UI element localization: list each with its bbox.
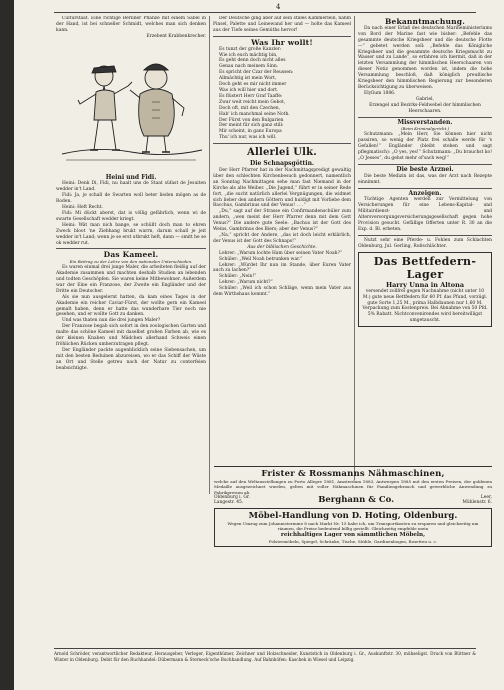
ad-hoting-title: Möbel-Handlung von D. Hoting, Oldenburg. bbox=[248, 511, 458, 522]
dialog-line: Fidi: Ja, je schall de Swarten woll beter lieden mögen as de Roden. bbox=[56, 193, 206, 205]
article-paragraph: Schüler: „Weil Noah betrunken war.“ bbox=[219, 256, 303, 262]
col1-intro-signature: Erzebent Krabbenkrecher. bbox=[146, 33, 206, 39]
article-paragraph: Der Franzose begab sich sofort in den zoologischen Garten und malte das schöne Kameel mit daselbst großen Farben ab, wie es der kleinen Knaben und Mädchen allerhand Schweis einen fröhlichen Rücken umherzutragen pflegt. bbox=[56, 324, 206, 347]
section-divider bbox=[358, 164, 492, 165]
ad-bettfedern-title: Das Bettfedern-Lager bbox=[373, 254, 477, 281]
ad-frister-right-street: Mühlenstr. 6. bbox=[462, 500, 492, 506]
column-divider-1 bbox=[209, 16, 210, 494]
section-divider bbox=[213, 143, 351, 144]
col2-intro: Der Deutsche ging aber auf sein stilles Kämmerlein, nahm Pinsel, Palette und Leinewand her und — holte das Kameel aus der Tiefe seines Gemüths hervor! bbox=[213, 16, 351, 33]
ad-bettfedern-name: Harry Unna in Altona bbox=[385, 280, 465, 289]
poem-title: Was Ihr wollt! bbox=[251, 37, 313, 47]
verse-line: Hab' ich manchmal seine Noth. bbox=[219, 111, 290, 117]
verse-line: Genau nach meinem Sinn. bbox=[219, 64, 279, 70]
article-paragraph: Und was thaten nun die drei jungen Maler? bbox=[62, 318, 161, 324]
ad-hoting-moebel bbox=[214, 508, 492, 547]
ad-frister-left-street: Langestr. 45. bbox=[214, 500, 244, 506]
article-paragraph: „Na,“ spricht der Andere, „das ist doch leicht erklärlich, der Venus ist der Gott des Schnaps!“ bbox=[213, 233, 351, 244]
article-subtitle-missverstanden: (Beim Kriminalgericht.) bbox=[400, 126, 450, 132]
ad-bettfedern bbox=[358, 252, 492, 327]
verse-line: Es tunzt der große Kanzler: bbox=[219, 46, 282, 52]
signature-name: Gabriel, bbox=[415, 96, 435, 102]
dialog-line: Heini: Wät man nich bange, se schüllt doch man to ehren Zweck bloot 'ne Ziehhang brukt warrn, darum schall je jeit wedder in't Land; wenn je se erst utbrukt heft, dann — smitt he se ok wedder rut. bbox=[56, 222, 206, 246]
column-divider-2 bbox=[354, 16, 355, 480]
section-divider bbox=[358, 188, 492, 189]
verse-line: Was ich will hier und dort. bbox=[219, 87, 279, 93]
article-paragraph: Lehrer: „Würdet Ihr nun im Stande, über Euren Vater auch zu lachen?“ bbox=[213, 262, 351, 274]
signature-title: Erzengel und Bezirks-Feldwebel der himmlischen Heerschaaren. bbox=[369, 102, 481, 114]
article-title-kameel: Das Kameel. bbox=[103, 250, 159, 260]
page-number: 4 bbox=[276, 3, 281, 11]
column-3 bbox=[358, 16, 492, 479]
verse-line: Es spricht der Czar der Reussen: bbox=[219, 70, 294, 76]
verse-line: Allmächtig ist mein Wort, bbox=[219, 76, 277, 82]
ad-hoting-headline: reichhaltiges Lager von sämmtlichen Möbeln, bbox=[280, 531, 426, 538]
top-rule bbox=[54, 12, 476, 13]
dialog-line: Heini: Heft Recht. bbox=[62, 205, 103, 211]
imprint-footer bbox=[54, 648, 476, 662]
section-title-allerlei-ulk: Allerlei Ulk. bbox=[247, 147, 317, 159]
article-paragraph: Schüler: „Nein!“ bbox=[219, 274, 257, 280]
article-paragraph: Schutzmann: „Mein Herr, Sie können hier nicht passiren, so wenig der Platz frei schalle werde für 's Gefallen!“ Engländer (bleibt stehen und sagt pflegmatisch): „O yes, yes!“ Schutzmann: „Du brauchst ko! „O Jesses“, du gehst mehr of'sach weg!“ bbox=[358, 132, 492, 161]
verse-line: Doch oft, mit den Czechen, bbox=[219, 105, 281, 111]
col1-intro: Culturstaat. Eine richtige Berliner Pflanze mit einem Sabel in der Hand, ist bei schneller Schmidt, welches man sich denken kann. bbox=[56, 16, 206, 33]
verse-line: Es geht denn doch nicht alles bbox=[219, 58, 286, 64]
ad-frister-company: Berghann & Co. bbox=[318, 494, 395, 505]
heini-fidi-illustration bbox=[56, 42, 206, 168]
article-paragraph: Es waren einmal drei junge Maler, die arbeiteten fleißig auf der Akademie zusammen und machten deshalb Studien an lebenden und todten Geschöpfen. Sie waren keine Mitbewohner. Außerdem war der Eine ein Franzose, der Zweite ein Engländer und der Dritte ein Deutscher. bbox=[56, 265, 206, 294]
article-paragraph: Der Herr Pfarrer hat in der Nachmittagspredigt gewaltig über den schlechten Kirchenbesuch gedonnert, namentlich an Sonntag Nachmittagen sehe man fast Niemand in der Kirche als alte Weiber. „Die Jugend,“ führt er in seiner Rede fort, „die sucht natürlich allerlei Vergnügungen, die widmet sich lieber den andern Göttern und huldigt mit Vorliebe dem Bacchus, Gambrinus und der Venus! . . .“ bbox=[213, 168, 351, 209]
article-paragraph: Als sie nun ausgelernt hatten, da kam eines Tages in der Akademie ein reicher Caviar-Fürst, der wollte gern ein Kameel gemalt haben, denn er hatte das wunderbare Tier noch nie gesehen, und er wollte Gott zu danken. bbox=[56, 294, 206, 318]
illustration-scene-image bbox=[62, 64, 202, 160]
subheading-biblische-geschichte: Aus der biblischen Geschichte. bbox=[247, 244, 317, 250]
ad-frister-title: Frister & Rossmanns Nähmaschinen, bbox=[261, 469, 445, 479]
article-paragraph: Die beste Medizin ist das, was der Arzt nach Rezepte einnimmt. bbox=[358, 173, 492, 185]
verse-line: Der meint für sich ganz still: bbox=[219, 123, 284, 129]
ad-hoting-body: Wegen Umzug zum Johannistermine 8 nach Markt Nr. 15 habe ich, um Transportkosten zu ersparen und gleichzeitig um räumen, die Preise bedeutend billig gestellt. Gleichzeitig empfehle mein bbox=[227, 521, 479, 532]
article-title-missverstanden: Missverstanden. bbox=[397, 118, 453, 126]
section-divider bbox=[56, 248, 206, 249]
ad-bettfedern-body: versendet zollfrei gegen Nachnahme (nicht unter 10 M.) gute neue Bettfedern für 60 Pf. das Pfund, vorzügl. gute Sorte 1,25 M., prima Halbdaunen nur 1,60 M. Verpackung zum Kostenpreis. Bei Abnahme von 50 Pfd. 5% Rabatt. Nichtconvenirendes wird bereitwilligst umgetauscht. bbox=[362, 288, 488, 324]
section-divider bbox=[358, 117, 492, 118]
section-title-anzeigen: Anzeigen. bbox=[408, 189, 442, 197]
illustration-caption: Heini und Fidi. bbox=[105, 173, 157, 181]
article-title-bekanntmachung: Bekanntmachung. bbox=[384, 17, 466, 26]
article-paragraph: Der Engländer packte augenblicklich seine Siebensachen, um mit den besten Beduinen abzureisen, wo er das Schiff der Wüste an Ort und Stelle getreu nach der Natur zu conterfeien beabsichtigte. bbox=[56, 347, 206, 371]
article-paragraph: Da nach einer Erlaß des deutschen Marineministeriums von Bord der Marine fast wie bisher: „Befehle das gesammte deutsche Kriegsheer und die deutsche Flotte —“ gebetet werden soll: „Befehle das Königliche Kriegsheer und die gesammte deutsche Kriegsmacht zu Wasser und zu Lande“, so erfahren ich hiermit, daß in der letzten Versammlung der himmlischen Heerschaaren von dieser Notiz genommen worden ist, indem die hohe Versammlung beschloß, daß königlich preußische Kriegsheer den himmlischen Regierung zur besonderen Berücksichtigung zu überweisen. bbox=[358, 25, 492, 90]
verse-line: Es flüstert Herr Graf Taaffe: bbox=[219, 93, 283, 99]
verse-line: Doch geht es mir nicht immer bbox=[219, 82, 287, 88]
dateline: Elyſium 1886. bbox=[364, 90, 396, 96]
dialog-line: Heini: Denk Di, Fidi, nu haalt uns de Staat süfast de Jesuiten wedder in't Land. bbox=[56, 181, 206, 193]
ad-hoting-body2: Polstermöbeln, Spiegel, Schränke, Tische, Stühle, Gardinenbogen, Rosetten u. c. bbox=[268, 538, 438, 544]
ad-frister-rossmann bbox=[214, 466, 492, 506]
bottom-advertisements bbox=[214, 466, 492, 547]
article-title-schnapsgoettin: Die Schnapsgöttin. bbox=[249, 160, 315, 168]
ad-frister-addresses bbox=[214, 495, 492, 506]
verse-line: Thu' ich nur, was ich will. bbox=[219, 135, 277, 141]
column-2 bbox=[213, 16, 351, 480]
verse-line: Der Fürst von den Bulgarien bbox=[219, 117, 284, 123]
ad-notice: Nutzt sehr eine Pferde- u. Fohlen zum Schlachten Oldenburg, Jul. Gerling, Roßschlächter. bbox=[358, 237, 492, 249]
ad-frister-left bbox=[214, 495, 250, 506]
ad-frister-right bbox=[462, 495, 492, 506]
verse-line: Zwar weit reicht mein Gebot, bbox=[219, 99, 286, 105]
ad-frister-right-city: Leer, bbox=[480, 494, 492, 500]
article-paragraph: Schüler: „Weil ich schon Schläge, wenn mein Vater aus dem Wirthshaus kommt.“ bbox=[213, 286, 351, 298]
section-divider bbox=[358, 235, 492, 236]
article-subtitle-kameel: Ein Beitrag zu der Lehre von den nationalen Unterschieden. bbox=[69, 259, 193, 265]
poem-verses bbox=[213, 47, 351, 142]
section-divider bbox=[213, 36, 351, 37]
article-paragraph: Lehrer: „Warum nicht?“ bbox=[219, 280, 273, 286]
imprint-text: Arnold Schröder, verantwortlicher Redakteur, Herausgeber, Verleger, Eigenthümer, Zeichner und Holzschneider, Kunststich in Oldenburg i. Gr., Auskunftstr. 30, mühseligst. Druck von Büttner & Winter in Oldenburg. Debit für den Buchhandel: Dübermann & Sterneck'sche Buchhandlung. Auf Bahnhöfen: Kaschek in Wiesel und Leipzig. bbox=[54, 651, 476, 662]
article-paragraph: Lehrer: „Warum lochte Ham über seinen Vater Noah?“ bbox=[219, 250, 343, 256]
ad-frister-left-city: Oldenburg i. Gr. bbox=[214, 494, 250, 500]
dialog-line: Fidi: Mi dückt aberst, dat is völlig gefährlich, wenn wi de swarte Gesellschaft wedder kriegt. bbox=[56, 210, 206, 222]
ad-frister-body: welche auf den Weltausstellungen zu Porto Allegre 1881, Amsterdam 1883, Antwerpen 1885 mit den ersten Preisen, der goldenen Medaille ausgezeichnet wurden, gelten mit voller Nähmaschinen für Familiengebrauch und gewerbliche Anwendung zu Fabrikpreisen ab. bbox=[214, 479, 492, 495]
article-title-arznei: Die beste Arznei. bbox=[396, 165, 454, 173]
verse-line: Wie ich euch mächtig bin, bbox=[219, 52, 278, 58]
verse-line: Mir scheint, in ganz Europa bbox=[219, 129, 282, 135]
ad-agenten: Tüchtige Agenten werden zur Vermittelung von Versicherungen für eine Lebens-Kapital- und Militairdienst- und Altersversorgungsversicherungsgesellschaft gegen hohe Provision gesucht. Gefällige Offerten unter R. 30 an die Exp. d. Bl. erbeten. bbox=[358, 197, 492, 232]
column-1 bbox=[56, 16, 206, 494]
article-paragraph: „Du,“ sagt auf der Strasse ein Confirmandenschüler zum andern, „wen meint der Herr Pfarrer denn mit dem Gott Venus?“ Die andere gute Seele: „Bachus ist der Gott des Weins, Gambrinus des Biers; aber der Venus?“ bbox=[213, 209, 351, 233]
